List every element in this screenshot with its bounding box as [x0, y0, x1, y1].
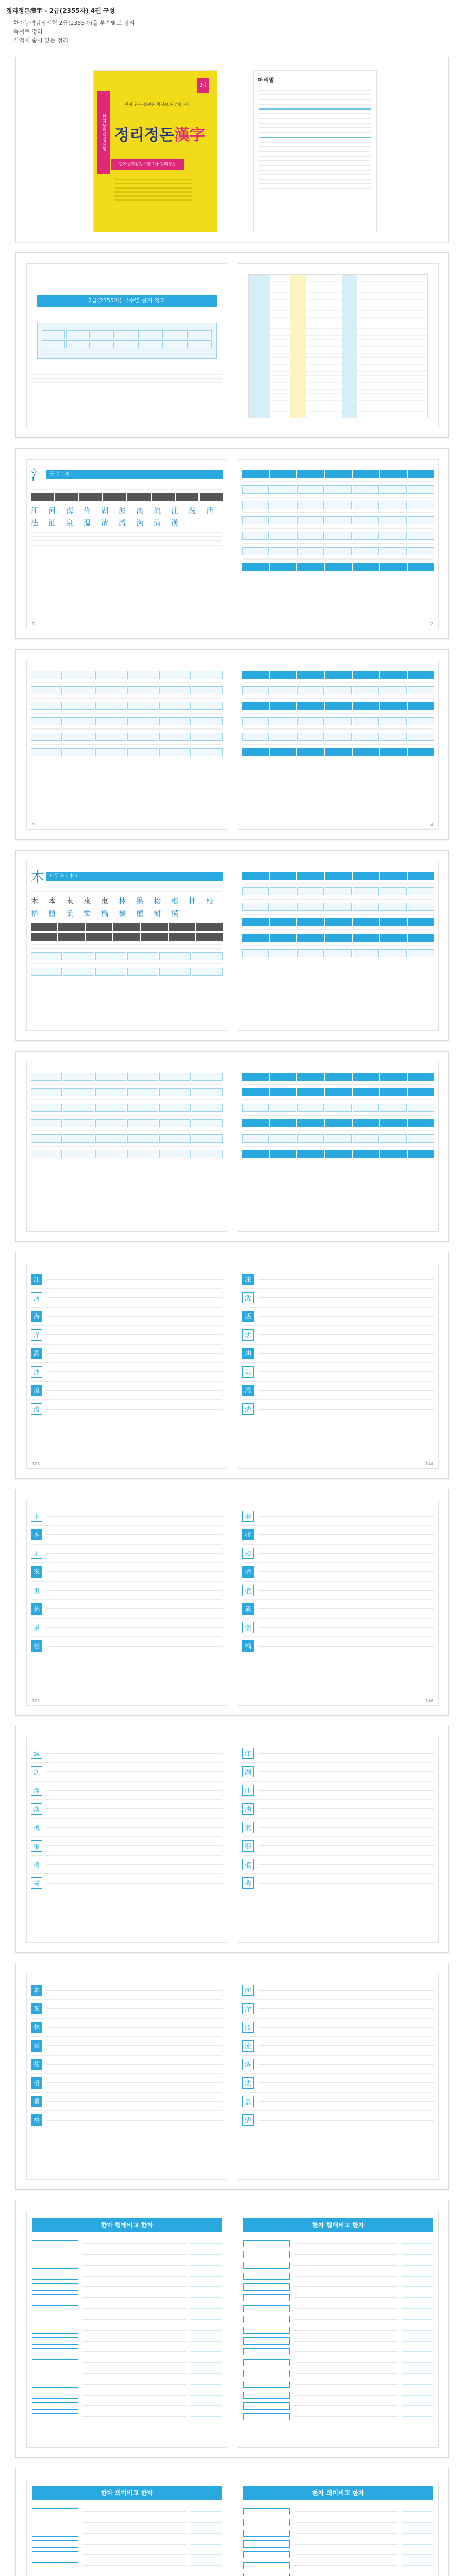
entry-char: 根: [242, 1511, 254, 1522]
spread-entries-1: [15, 1252, 449, 1479]
cover-title-main: 정리정돈: [114, 126, 174, 144]
entries-page-left: [26, 1263, 227, 1469]
intro-page: [26, 263, 227, 428]
entry-char: 來: [31, 2003, 42, 2014]
entry-char: 權: [31, 1840, 42, 1852]
entry-char: 植: [242, 1585, 254, 1596]
entry-char: 流: [31, 1403, 42, 1415]
radical-tree-left: [26, 861, 227, 1031]
section-banner: 2급(2355자) 부수별 한자 정리: [37, 295, 217, 307]
practice-page-right: [238, 660, 439, 830]
entry-char: 海: [31, 1311, 42, 1322]
entries-page-right: [238, 1263, 439, 1469]
entry-char: 格: [242, 1566, 254, 1578]
hanja-char: 本: [48, 897, 56, 906]
entry-char: 湖: [242, 1766, 254, 1777]
spread-vocab-2: [15, 2468, 449, 2576]
practice-page-left: [26, 660, 227, 830]
hanja-char: 橋: [101, 910, 108, 918]
entries-page-right: [238, 1737, 439, 1943]
entries-page-left: [26, 1974, 227, 2180]
entry-char: 清: [242, 1403, 254, 1415]
entry-char: 湖: [31, 1348, 42, 1359]
entry-char: 洋: [31, 1329, 42, 1341]
entry-char: 東: [31, 1585, 42, 1596]
hanja-char: 橫: [171, 910, 178, 918]
hanja-char: 注: [171, 507, 178, 515]
vocab-page-right: [238, 2211, 439, 2448]
product-title: 정리정돈漢字 - 2급(2355자) 4권 구성: [6, 7, 115, 14]
entries-page-left: [26, 1500, 227, 1706]
entry-char: 油: [242, 1803, 254, 1815]
char-grid: [31, 505, 223, 528]
entry-char: 機: [242, 1877, 254, 1889]
vocab-title: 한자 의미비교 한자: [32, 2486, 222, 2500]
entry-char: 江: [31, 1274, 42, 1285]
entries-page-right: [238, 1974, 439, 2180]
hanja-char: 樂: [84, 910, 91, 918]
entry-char: 溫: [242, 1385, 254, 1396]
toc-title: 머리말: [258, 77, 274, 83]
entry-char: 機: [31, 1822, 42, 1833]
radical-page-right: [238, 459, 439, 629]
entry-char: 業: [31, 2096, 42, 2107]
entry-char: 林: [31, 2022, 42, 2033]
entry-char: 流: [242, 2040, 254, 2052]
spread-radical-water: [15, 448, 449, 639]
entry-char: 校: [242, 1548, 254, 1559]
feature-item: 기억에 숨어 있는 정리: [13, 37, 69, 44]
vocab-title: 한자 의미비교 한자: [243, 2486, 433, 2500]
feature-item: 한자능력검정시험 2급(2355자)을 부수별로 정리: [13, 20, 135, 26]
entry-char: 本: [31, 1985, 42, 1996]
hanja-char: 權: [136, 910, 143, 918]
hanja-char: 洗: [189, 507, 196, 515]
spread-entries-4: [15, 1963, 449, 2190]
entry-char: 法: [242, 2077, 254, 2089]
entry-char: 泉: [242, 1366, 254, 1378]
entry-char: 樂: [242, 1622, 254, 1633]
hanja-char: 浪: [136, 507, 143, 515]
entry-char: 本: [31, 1529, 42, 1540]
hanja-char: 洋: [84, 507, 91, 515]
hanja-char: 校: [206, 897, 213, 906]
cover-text-lines: [114, 179, 192, 204]
entry-char: 樹: [31, 1859, 42, 1870]
spread-radical-tree-2: [15, 1051, 449, 1242]
page-number: 3: [32, 823, 35, 827]
radical-page-left: [26, 459, 227, 629]
index-table-page: [238, 263, 439, 428]
entry-char: 洗: [242, 2059, 254, 2070]
char-grid: [31, 896, 223, 919]
spread-radical-2: [15, 649, 449, 840]
feature-item: 독서로 정리: [13, 28, 43, 35]
page-number: 1: [32, 622, 35, 626]
entry-char: 橋: [242, 1640, 254, 1652]
hanja-char: 油: [48, 519, 56, 528]
entry-char: 末: [31, 1548, 42, 1559]
entry-char: 法: [242, 1329, 254, 1341]
radical-label: 물 수 ( 水 ): [46, 470, 223, 479]
hanja-char: 樹: [154, 910, 161, 918]
entry-char: 洋: [242, 2003, 254, 2014]
hanja-char: 果: [136, 897, 143, 906]
entry-char: 減: [31, 1748, 42, 1759]
vocab-page-right: [238, 2479, 439, 2576]
page-number: 2: [430, 622, 433, 626]
cover-band: 한자능력검정시험 2급 정리정돈: [111, 159, 184, 170]
radical-tree-right: [238, 861, 439, 1031]
hanja-char: 溫: [84, 519, 91, 528]
hanja-char: 林: [119, 897, 126, 906]
page-number: 105: [32, 1699, 40, 1703]
radical-glyph: 木: [31, 870, 45, 885]
book-cover: [93, 70, 217, 232]
practice-page-left: [26, 1062, 227, 1232]
radical-glyph: 氵: [31, 468, 45, 483]
page-number: 4: [430, 823, 433, 827]
intro-header: [6, 6, 458, 45]
entry-char: 油: [242, 1348, 254, 1359]
hanja-char: 波: [119, 507, 126, 515]
hanja-char: 來: [84, 897, 91, 906]
vocab-page-left: [26, 2211, 227, 2448]
entry-char: 活: [242, 1311, 254, 1322]
entry-char: 松: [31, 2040, 42, 2052]
spread-entries-3: [15, 1726, 449, 1953]
entry-char: 洗: [242, 1292, 254, 1303]
entry-char: 木: [31, 1511, 42, 1522]
hanja-char: 柱: [189, 897, 196, 906]
cover-subtitle: 한자 공부 습관은 독서로 완성됩니다: [125, 102, 190, 107]
cover-ribbon: 한자능력검정시험: [97, 91, 110, 174]
hanja-char: 業: [66, 910, 73, 918]
entry-char: 松: [31, 1640, 42, 1652]
hanja-char: 木: [31, 897, 38, 906]
hanja-char: 漢: [171, 519, 178, 528]
entry-char: 根: [242, 1840, 254, 1852]
hanja-char: 河: [48, 507, 56, 515]
index-table: [248, 274, 428, 418]
vocab-page-left: [26, 2479, 227, 2576]
page-number: 104: [425, 1462, 433, 1466]
hanja-char: 減: [119, 519, 126, 528]
vocab-title: 한자 형태비교 한자: [243, 2218, 433, 2232]
page-number: 103: [32, 1462, 40, 1466]
hanja-char: 湖: [101, 507, 108, 515]
hanja-char: 松: [154, 897, 161, 906]
entry-char: 河: [31, 1292, 42, 1303]
entry-char: 林: [31, 1603, 42, 1615]
entry-char: 漢: [31, 1803, 42, 1815]
entry-char: 滿: [31, 1785, 42, 1796]
spread-radical-tree: [15, 850, 449, 1041]
toc-page: [253, 70, 377, 232]
hanja-char: 法: [31, 519, 38, 528]
page-number: 106: [425, 1699, 433, 1703]
hanja-char: 植: [48, 910, 56, 918]
hanja-char: 機: [119, 910, 126, 918]
spread-vocab-1: [15, 2200, 449, 2458]
entry-char: 果: [31, 1622, 42, 1633]
entries-page-left: [26, 1737, 227, 1943]
hanja-char: 格: [31, 910, 38, 918]
spread-entries-2: [15, 1489, 449, 1716]
level-badge: 2급: [197, 78, 209, 93]
entry-char: 注: [242, 1785, 254, 1796]
hanja-char: 漁: [136, 519, 143, 528]
entry-char: 柱: [242, 1529, 254, 1540]
hanja-char: 東: [101, 897, 108, 906]
intro-box: [37, 323, 217, 359]
hanja-char: 泉: [66, 519, 73, 528]
entry-char: 格: [31, 2077, 42, 2089]
hanja-char: 江: [31, 507, 38, 515]
hanja-char: 流: [154, 507, 161, 515]
entry-char: 江: [242, 1748, 254, 1759]
entry-char: 植: [242, 1859, 254, 1870]
cover-title-han: 漢字: [174, 126, 205, 144]
radical-label: 나무 목 ( 木 ): [46, 872, 223, 881]
entry-char: 漁: [31, 1766, 42, 1777]
toc-lines: [254, 90, 376, 189]
cover-title: [114, 122, 205, 145]
hanja-char: 根: [171, 897, 178, 906]
spread-cover: [15, 57, 449, 242]
hanja-char: 活: [206, 507, 213, 515]
feature-list: [6, 19, 458, 45]
hanja-char: 海: [66, 507, 73, 515]
entries-page-right: [238, 1500, 439, 1706]
entry-char: 東: [242, 1822, 254, 1833]
entry-char: 泉: [242, 2096, 254, 2107]
practice-page-right: [238, 1062, 439, 1232]
entry-char: 柱: [31, 2059, 42, 2070]
entry-char: 業: [242, 1603, 254, 1615]
spread-index: [15, 252, 449, 438]
entry-char: 浪: [31, 1385, 42, 1396]
entry-char: 橋: [31, 2114, 42, 2126]
entry-char: 河: [242, 1985, 254, 1996]
hanja-char: 滿: [154, 519, 161, 528]
hanja-char: 清: [101, 519, 108, 528]
entry-char: 波: [242, 2022, 254, 2033]
entry-char: 來: [31, 1566, 42, 1578]
vocab-title: 한자 형태비교 한자: [32, 2218, 222, 2232]
entry-char: 波: [31, 1366, 42, 1378]
entry-char: 注: [242, 1274, 254, 1285]
entry-char: 清: [242, 2114, 254, 2126]
entry-char: 橫: [31, 1877, 42, 1889]
hanja-char: 末: [66, 897, 73, 906]
